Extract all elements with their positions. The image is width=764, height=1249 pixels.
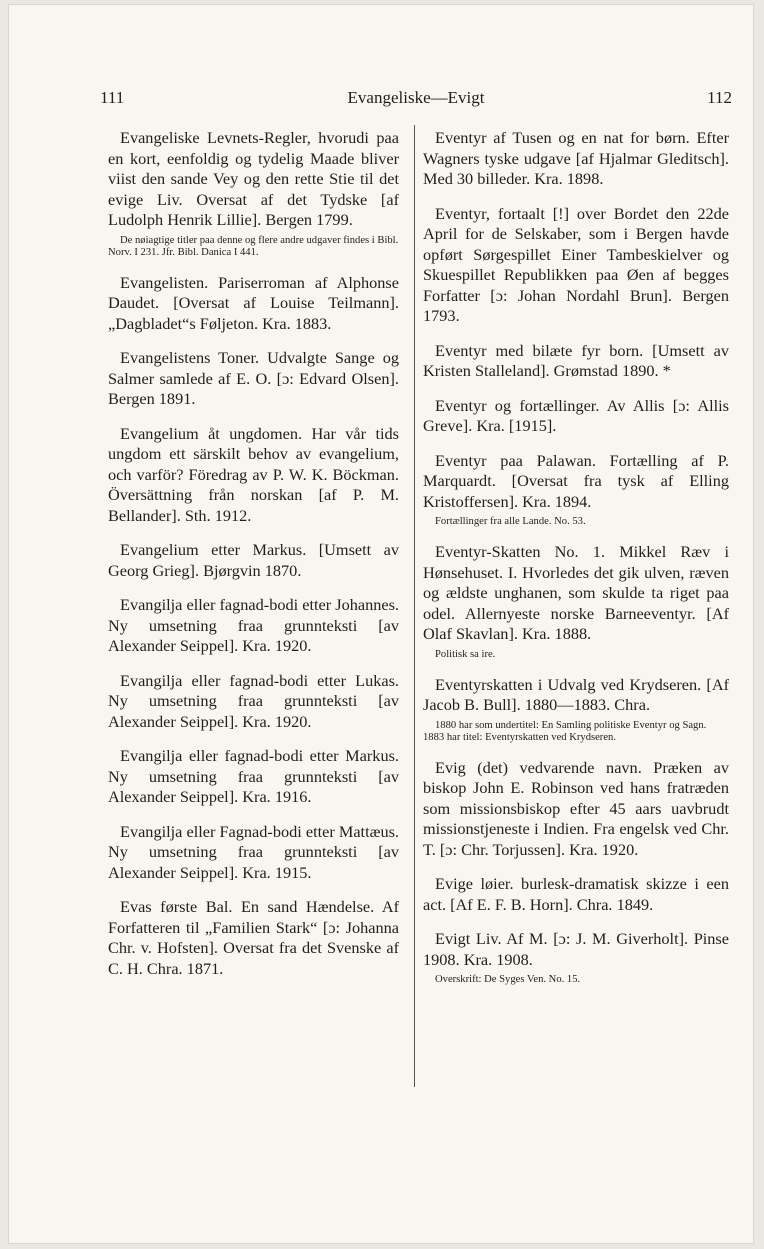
- entry: Eventyr paa Palawan. Fortælling af P. Marquardt. [Oversat fra tysk af Elling Kristoffersen]. Kra. 1894.: [423, 450, 729, 511]
- entry: Evangilja eller fagnad-bodi etter Markus. Ny umsetning fraa grunnteksti [av Alexander Seippel]. Kra. 1916.: [108, 746, 399, 806]
- entry: Evangilja eller fagnad-bodi etter Johannes. Ny umsetning fraa grunnteksti [av Alexander Seippel]. Kra. 1920.: [108, 595, 399, 655]
- entry-note: Politisk sa ire.: [435, 648, 496, 660]
- page-title: Evangeliske—Evigt: [347, 88, 485, 107]
- entry: Eventyr og fortællinger. Av Allis [ɔ: Allis Greve]. Kra. [1915].: [423, 395, 729, 435]
- entry: Evangilja eller Fagnad-bodi etter Mattæus. Ny umsetning fraa grunnteksti [av Alexander Seippel]. Kra. 1915.: [108, 821, 399, 882]
- entry: Evangilja eller fagnad-bodi etter Lukas. Ny umsetning fraa grunnteksti [av Alexander Seippel]. Kra. 1920.: [108, 670, 399, 731]
- entry: Evig (det) vedvarende navn. Præken av biskop John E. Robinson ved hans fratræden som missionsbiskop efter 45 aars uavbrudt missionstjeneste i Indien. Fra engelsk ved Chr. T. [ɔ: Chr. Torjussen]. Kra. 1920.: [423, 757, 729, 859]
- right-page-number: 112: [707, 88, 732, 107]
- entry: Eventyrskatten i Udvalg ved Krydseren. [Af Jacob B. Bull]. 1880—1883. Chra.: [423, 674, 729, 714]
- left-page-number: 111: [100, 88, 125, 107]
- entry-note: Overskrift: De Syges Ven. No. 15.: [435, 974, 581, 985]
- entry: Eventyr af Tusen og en nat for børn. Efter Wagners tyske udgave [af Hjalmar Gleditsch]. Med 30 billeder. Kra. 1898.: [423, 128, 729, 188]
- entry: Evangelium åt ungdomen. Har vår tids ungdom ett särskilt behov av evangelium, och varför? Föredrag av P. W. K. Böckman. Översättning från norskan [af P. M. Bellander]. Sth. 1912.: [108, 423, 399, 525]
- entry: Evangeliske Levnets-Regler, hvorudi paa en kort, eenfoldig og tydelig Maade bliver viist den sande Vey og den rette Stie til det evige Liv. Oversat af det Tydske [af Ludolph Henrik Lillie]. Bergen 1799.: [108, 128, 399, 229]
- column-divider: [414, 125, 415, 1087]
- entry: Eventyr, fortaalt [!] over Bordet den 22de April for de Selskaber, som i Bergen havde opført Sørgespillet Einer Tambeskielver og Skuespillet Republikken paa Øen af begges Forfatter [ɔ: Johan Nordahl Brun]. Bergen 1793.: [423, 203, 729, 325]
- entry: Evangelisten. Pariserroman af Alphonse Daudet. [Oversat af Louise Teilmann]. „Dagbladet“s Føljeton. Kra. 1883.: [108, 272, 399, 333]
- entry: Eventyr-Skatten No. 1. Mikkel Ræv i Hønsehuset. I. Hvorledes det gik ulven, ræven og ældste unghanen, som skulde ta riget paa odel. Allernyeste norske Barneeventyr. [Af Olaf Skavlan]. Kra. 1888.: [423, 542, 729, 643]
- entry: Evangelistens Toner. Udvalgte Sange og Salmer samlede af E. O. [ɔ: Edvard Olsen]. Bergen 1891.: [108, 348, 399, 408]
- entry: Evangelium etter Markus. [Umsett av Georg Grieg]. Bjørgvin 1870.: [108, 540, 399, 580]
- entry: Evas første Bal. En sand Hændelse. Af Forfatteren til „Familien Stark“ [ɔ: Johanna Chr. v. Hofsten]. Oversat fra det Svenske af C. H. Chra. 1871.: [108, 897, 399, 978]
- entry: Evigt Liv. Af M. [ɔ: J. M. Giverholt]. Pinse 1908. Kra. 1908.: [423, 929, 729, 969]
- right-column: [423, 128, 729, 1000]
- left-column: [108, 128, 399, 993]
- running-header: [100, 88, 732, 112]
- entry: Evige løier. burlesk-dramatisk skizze i een act. [Af E. F. B. Horn]. Chra. 1849.: [423, 874, 729, 914]
- entry-note: Fortællinger fra alle Lande. No. 53.: [435, 516, 586, 527]
- entry-note: 1880 har som undertitel: En Samling politiske Eventyr og Sagn. 1883 har titel: Eventyrskatten ved Krydseren.: [423, 719, 707, 743]
- entry-note: De nøiagtige titler paa denne og flere andre udgaver findes i Bibl. Norv. I 231. Jfr. Bibl. Danica I 441.: [108, 234, 399, 258]
- entry: Eventyr med bilæte fyr born. [Umsett av Kristen Stalleland]. Grømstad 1890. *: [423, 340, 729, 380]
